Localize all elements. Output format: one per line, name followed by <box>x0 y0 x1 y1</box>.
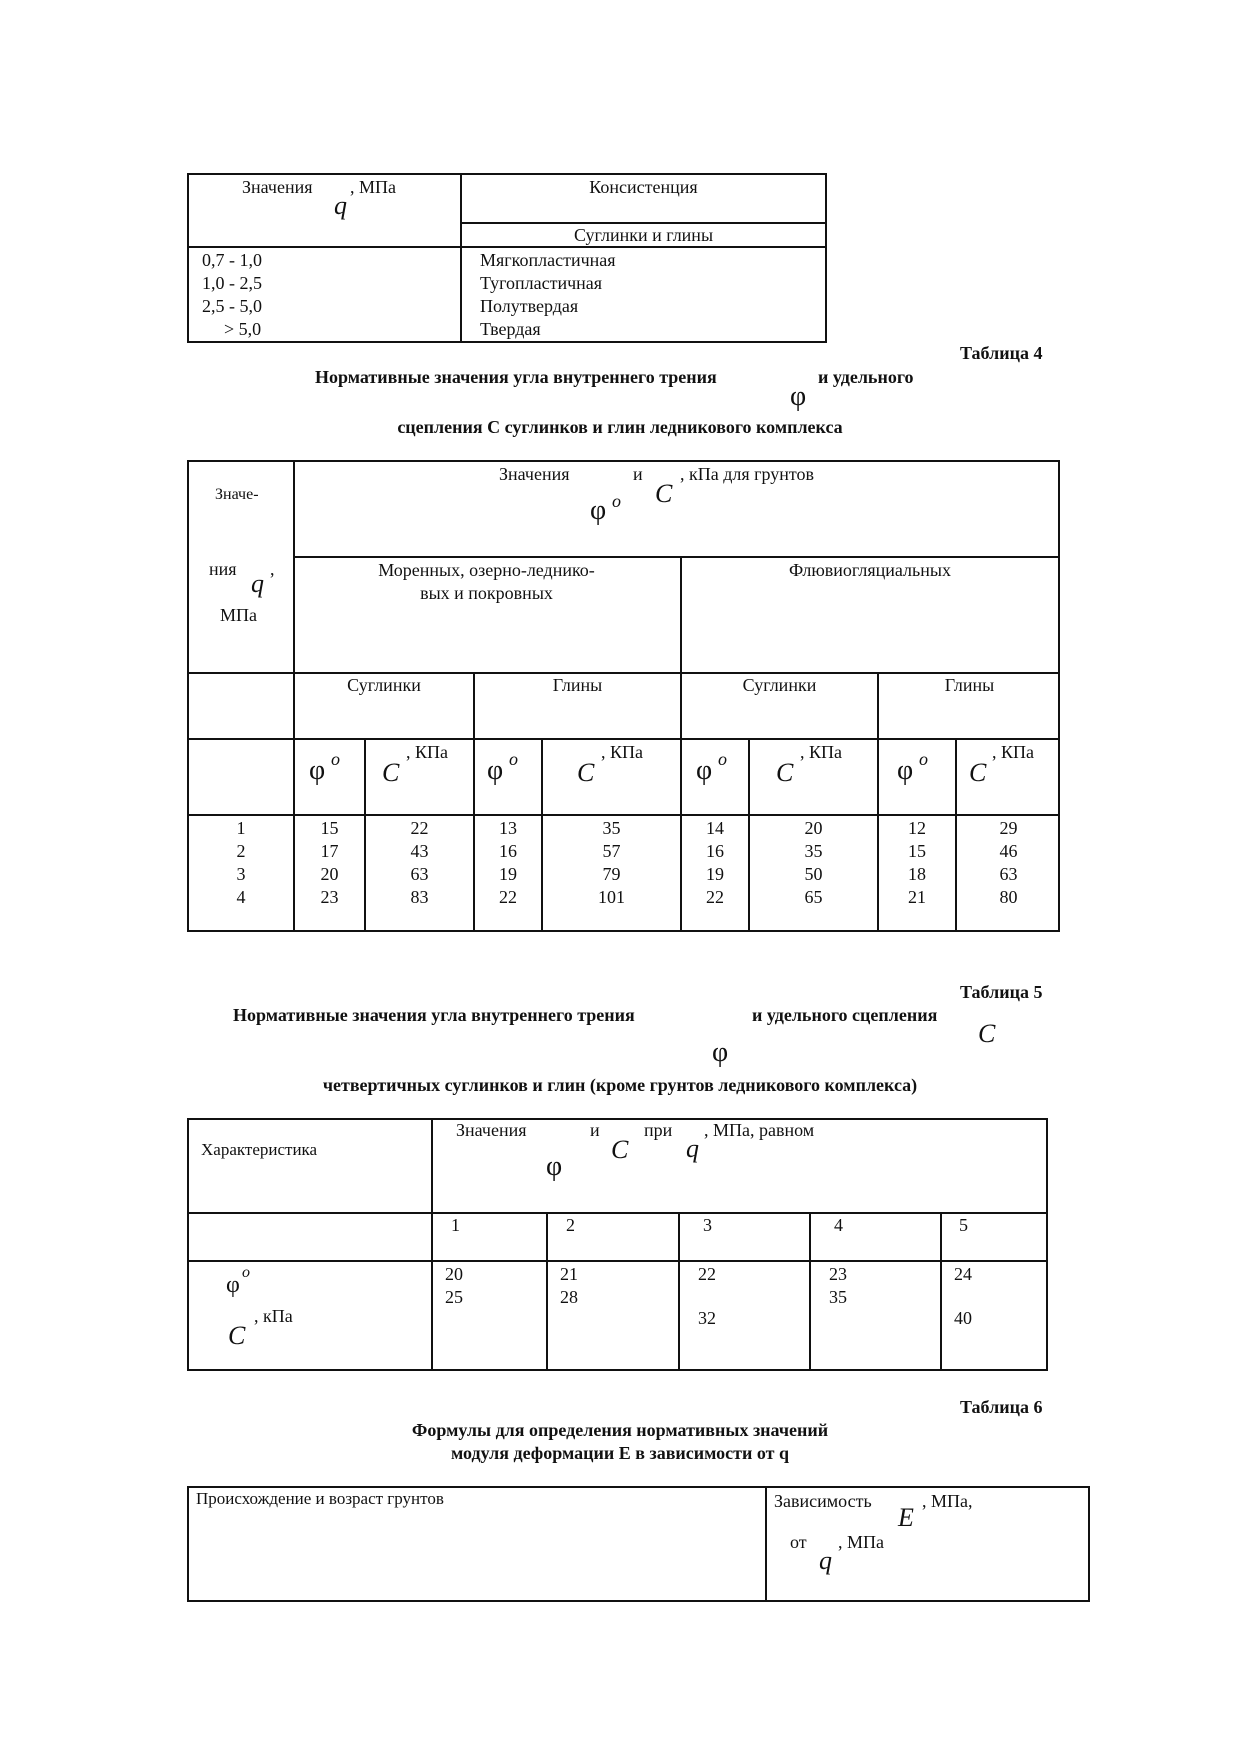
col1-unit: , МПа, <box>922 1491 973 1511</box>
head-and: и <box>633 464 643 484</box>
c-column: 29 46 63 80 <box>999 818 1018 907</box>
table5-title-line1a: Нормативные значения угла внутреннего трения <box>233 1005 635 1025</box>
phi-column: 13 16 19 22 <box>499 818 517 907</box>
table5-label: Таблица 5 <box>960 982 1043 1002</box>
sub-loam: Суглинки <box>742 675 817 695</box>
q-value: 5 <box>959 1215 968 1235</box>
col1-unit2: , МПа <box>838 1532 884 1552</box>
head-unit: , МПа, равном <box>704 1120 815 1140</box>
header-soils: Суглинки и глины <box>573 225 714 245</box>
q-symbol: q <box>819 1546 832 1575</box>
phi-symbol: φ <box>487 755 504 786</box>
phi-column: 12 15 18 21 <box>908 818 926 907</box>
group-fluvioglacial: Флювиогляциальных <box>789 560 951 580</box>
unit-kpa: , КПа <box>406 742 448 762</box>
phi-symbol: φ <box>696 755 713 786</box>
phi-symbol: φ <box>590 495 607 526</box>
table6-title-line2: модуля деформации E в зависимости от q <box>450 1443 789 1463</box>
header-values: Значения <box>242 177 313 197</box>
phi-value: 21 <box>560 1264 578 1284</box>
e-symbol: E <box>898 1503 914 1532</box>
state-cell: Мягкопластичная <box>480 250 616 270</box>
unit-kpa: , КПа <box>992 742 1034 762</box>
table4-title-line2: сцепления C суглинков и глин ледникового комплекса <box>397 417 843 437</box>
degree-symbol: o <box>919 749 928 769</box>
header-unit: , МПа <box>350 177 396 197</box>
range-cell: 0,7 - 1,0 <box>202 250 262 270</box>
head-values: Значения <box>499 464 570 484</box>
sub-loam: Суглинки <box>347 675 421 695</box>
table4-title-line1: Нормативные значения угла внутреннего трения <box>315 367 717 387</box>
sub-clay: Глины <box>552 675 603 695</box>
table4-label: Таблица 4 <box>960 343 1043 363</box>
c-value: 28 <box>560 1287 578 1307</box>
table6-label: Таблица 6 <box>960 1397 1043 1417</box>
table5-title-line2: четвертичных суглинков и глин (кроме грунтов ледникового комплекса) <box>322 1075 918 1095</box>
group-moraine: Моренных, озерно-леднико- вых и покровных <box>378 560 595 603</box>
state-cell: Тугопластичная <box>480 273 603 293</box>
col0-characteristic: Характеристика <box>201 1140 318 1159</box>
header-consistency: Консистенция <box>589 177 698 197</box>
phi-symbol: φ <box>712 1037 729 1068</box>
phi-value: 22 <box>698 1264 716 1284</box>
q-symbol: q <box>334 191 347 220</box>
q-symbol: q <box>251 569 264 598</box>
state-cell: Полутвердая <box>480 296 579 316</box>
range-cell: 2,5 - 5,0 <box>202 296 262 316</box>
c-value: 25 <box>445 1287 463 1307</box>
q-symbol: q <box>686 1134 699 1163</box>
sub-clay: Глины <box>944 675 995 695</box>
phi-symbol: φ <box>226 1272 240 1298</box>
range-cell: > 5,0 <box>224 319 262 339</box>
c-value: 32 <box>698 1308 716 1328</box>
q-value: 1 <box>451 1215 460 1235</box>
degree-symbol: o <box>718 749 727 769</box>
c-symbol: C <box>969 758 987 787</box>
table5-title-line1b: и удельного сцепления <box>752 1005 938 1025</box>
c-symbol: C <box>577 758 595 787</box>
c-symbol: C <box>978 1019 996 1048</box>
q-value: 2 <box>566 1215 575 1235</box>
degree-symbol: o <box>242 1264 250 1281</box>
col0-label-a: Значе- <box>215 486 259 503</box>
table6-title-line1: Формулы для определения нормативных значений <box>411 1420 829 1440</box>
unit-kpa: , КПа <box>800 742 842 762</box>
c-column: 20 35 50 65 <box>804 818 823 907</box>
c-symbol: C <box>382 758 400 787</box>
q-value: 4 <box>834 1215 843 1235</box>
row-unit: , кПа <box>254 1306 293 1326</box>
table4-title-line1b: и удельного <box>818 367 914 387</box>
range-cell: 1,0 - 2,5 <box>202 273 262 293</box>
q-values-column: 1 2 3 4 <box>236 818 246 907</box>
c-value: 40 <box>954 1308 972 1328</box>
c-column: 35 57 79 101 <box>598 818 625 907</box>
c-symbol: C <box>655 479 673 508</box>
phi-value: 24 <box>954 1264 972 1284</box>
c-column: 22 43 63 83 <box>410 818 429 907</box>
state-cell: Твердая <box>480 319 541 339</box>
phi-symbol: φ <box>309 755 326 786</box>
head-unit: , кПа для грунтов <box>680 464 815 484</box>
c-symbol: C <box>228 1321 246 1350</box>
c-symbol: C <box>611 1135 629 1164</box>
phi-symbol: φ <box>790 381 807 412</box>
phi-symbol: φ <box>897 755 914 786</box>
degree-symbol: o <box>612 491 621 511</box>
head-values: Значения <box>456 1120 527 1140</box>
phi-value: 23 <box>829 1264 847 1284</box>
c-value: 35 <box>829 1287 847 1307</box>
col1-dependence: Зависимость <box>774 1491 872 1511</box>
phi-column: 15 17 20 23 <box>320 818 339 907</box>
col0-comma: , <box>270 559 275 579</box>
col0-label-b: ния <box>209 559 237 579</box>
col1-from: от <box>790 1532 807 1552</box>
unit-kpa: , КПа <box>601 742 643 762</box>
phi-symbol: φ <box>546 1151 563 1182</box>
degree-symbol: o <box>509 749 518 769</box>
c-symbol: C <box>776 758 794 787</box>
col0-origin: Происхождение и возраст грунтов <box>196 1489 444 1508</box>
head-and: и <box>590 1120 600 1140</box>
q-value: 3 <box>703 1215 712 1235</box>
phi-column: 14 16 19 22 <box>706 818 724 907</box>
head-at: при <box>644 1120 673 1140</box>
col0-label-c: МПа <box>220 605 257 625</box>
degree-symbol: o <box>331 749 340 769</box>
phi-value: 20 <box>445 1264 463 1284</box>
